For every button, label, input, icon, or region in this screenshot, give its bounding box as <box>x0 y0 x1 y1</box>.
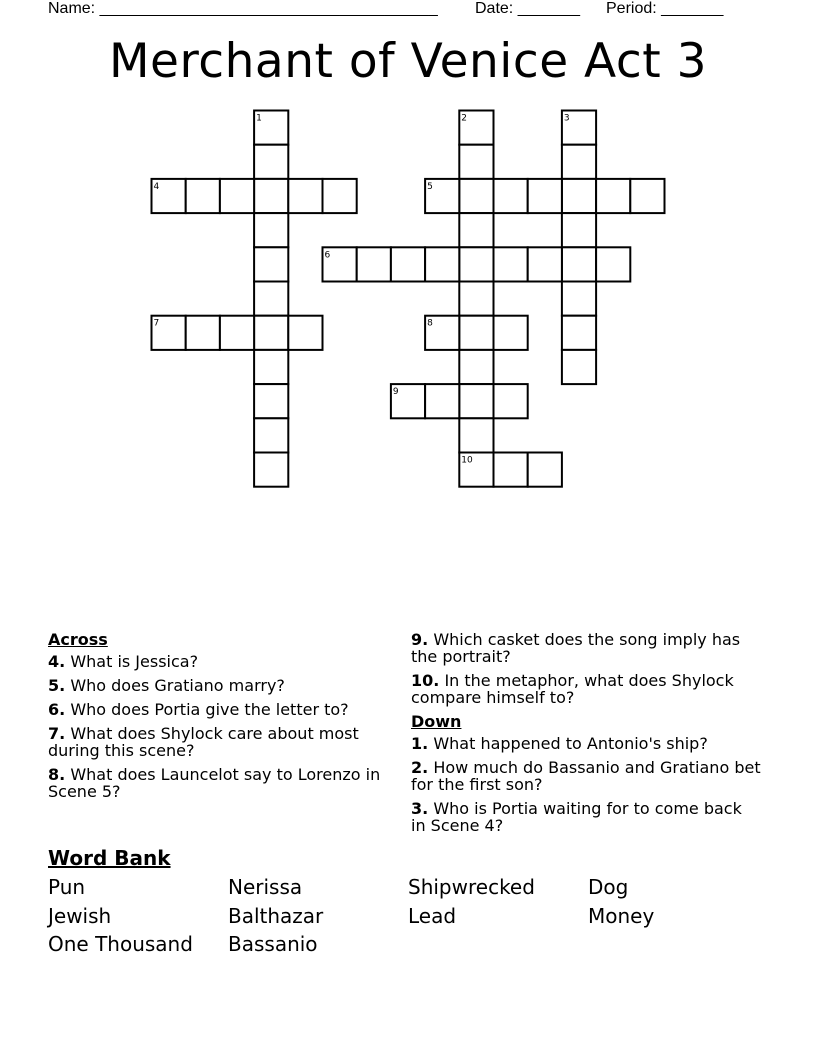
grid-cell[interactable] <box>459 179 493 213</box>
grid-cell[interactable] <box>459 384 493 418</box>
name-field[interactable]: Name: ______________________________________ <box>48 0 438 17</box>
grid-cell[interactable] <box>254 316 288 350</box>
grid-cell[interactable] <box>425 247 459 281</box>
grid-cell[interactable] <box>562 316 596 350</box>
clue-number: 5 <box>427 181 433 192</box>
grid-cell[interactable] <box>186 179 220 213</box>
word-bank-item: Dog <box>588 875 629 899</box>
word-bank-item: Money <box>588 904 655 928</box>
clue-across-6: 6. Who does Portia give the letter to? <box>48 700 349 719</box>
grid-cell[interactable] <box>254 350 288 384</box>
grid-cell[interactable] <box>220 179 254 213</box>
grid-cell[interactable] <box>528 179 562 213</box>
word-bank-item: Shipwrecked <box>408 875 535 899</box>
clue-down-1: 1. What happened to Antonio's ship? <box>411 734 708 753</box>
grid-cell[interactable] <box>288 316 322 350</box>
clue-across-7: 7. What does Shylock care about most during this scene? <box>48 724 359 760</box>
grid-cell[interactable] <box>425 384 459 418</box>
clue-number: 9 <box>392 387 399 398</box>
grid-cell[interactable] <box>186 316 220 350</box>
grid-cell[interactable] <box>562 282 596 316</box>
grid-cell[interactable] <box>254 213 288 247</box>
clue-number: 6 <box>324 250 331 261</box>
word-bank-item: Pun <box>48 875 86 899</box>
clue-down-3: 3. Who is Portia waiting for to come back in Scene 4? <box>411 799 742 835</box>
word-bank-item: Lead <box>408 904 457 928</box>
grid-cell[interactable] <box>562 213 596 247</box>
grid-cell[interactable] <box>494 247 528 281</box>
grid-cell[interactable] <box>596 179 630 213</box>
grid-cell[interactable] <box>562 145 596 179</box>
date-field[interactable]: Date: _______ <box>475 0 580 17</box>
grid-cell[interactable] <box>494 179 528 213</box>
grid-cell[interactable] <box>459 316 493 350</box>
grid-cell[interactable] <box>391 247 425 281</box>
grid-cell[interactable] <box>254 179 288 213</box>
grid-cell[interactable] <box>596 247 630 281</box>
clue-across-4: 4. What is Jessica? <box>48 652 199 671</box>
grid-cell[interactable] <box>562 350 596 384</box>
grid-cell[interactable] <box>254 453 288 487</box>
clue-number: 10 <box>461 455 473 466</box>
grid-cell[interactable] <box>254 384 288 418</box>
grid-cell[interactable] <box>459 282 493 316</box>
grid-cell[interactable] <box>562 179 596 213</box>
across-heading: Across <box>48 630 108 649</box>
grid-cell[interactable] <box>528 453 562 487</box>
grid-cell[interactable] <box>254 418 288 452</box>
page-title: Merchant of Venice Act 3 <box>109 34 707 89</box>
grid-cell[interactable] <box>562 247 596 281</box>
grid-cell[interactable] <box>459 213 493 247</box>
grid-cell[interactable] <box>254 282 288 316</box>
grid-cell[interactable] <box>528 247 562 281</box>
grid-cell[interactable] <box>630 179 664 213</box>
grid-cell[interactable] <box>323 179 357 213</box>
word-bank-item: Balthazar <box>228 904 324 928</box>
grid-cell[interactable] <box>459 418 493 452</box>
clue-number: 8 <box>427 318 433 329</box>
grid-cell[interactable] <box>459 350 493 384</box>
grid-cell[interactable] <box>220 316 254 350</box>
grid-cell[interactable] <box>254 247 288 281</box>
clue-number: 4 <box>153 181 160 192</box>
clues-right <box>411 631 761 841</box>
clue-down-2: 2. How much do Bassanio and Gratiano bet for the first son? <box>411 758 761 794</box>
word-bank-heading: Word Bank <box>48 846 171 870</box>
clue-number: 2 <box>461 113 468 124</box>
clue-number: 3 <box>563 113 570 124</box>
clue-number: 1 <box>256 113 262 124</box>
down-heading: Down <box>411 712 462 731</box>
clue-across-9: 9. Which casket does the song imply has the portrait? <box>411 630 741 666</box>
clues-left <box>48 631 383 807</box>
grid-cell[interactable] <box>459 145 493 179</box>
grid-cell[interactable] <box>254 145 288 179</box>
clue-across-10: 10. In the metaphor, what does Shylock compare himself to? <box>411 671 734 707</box>
grid-cell[interactable] <box>288 179 322 213</box>
word-bank-item: One Thousand <box>48 932 193 956</box>
clue-across-5: 5. Who does Gratiano marry? <box>48 676 285 695</box>
grid-cell[interactable] <box>459 247 493 281</box>
grid-cell[interactable] <box>494 316 528 350</box>
clue-number: 7 <box>153 318 160 329</box>
grid-cell[interactable] <box>494 453 528 487</box>
grid-cell[interactable] <box>357 247 391 281</box>
word-bank-item: Nerissa <box>228 875 303 899</box>
word-bank-item: Bassanio <box>228 932 318 956</box>
clue-across-8: 8. What does Launcelot say to Lorenzo in Scene 5? <box>48 765 381 801</box>
word-bank-item: Jewish <box>48 904 112 928</box>
period-field[interactable]: Period: _______ <box>606 0 724 17</box>
grid-cell[interactable] <box>494 384 528 418</box>
